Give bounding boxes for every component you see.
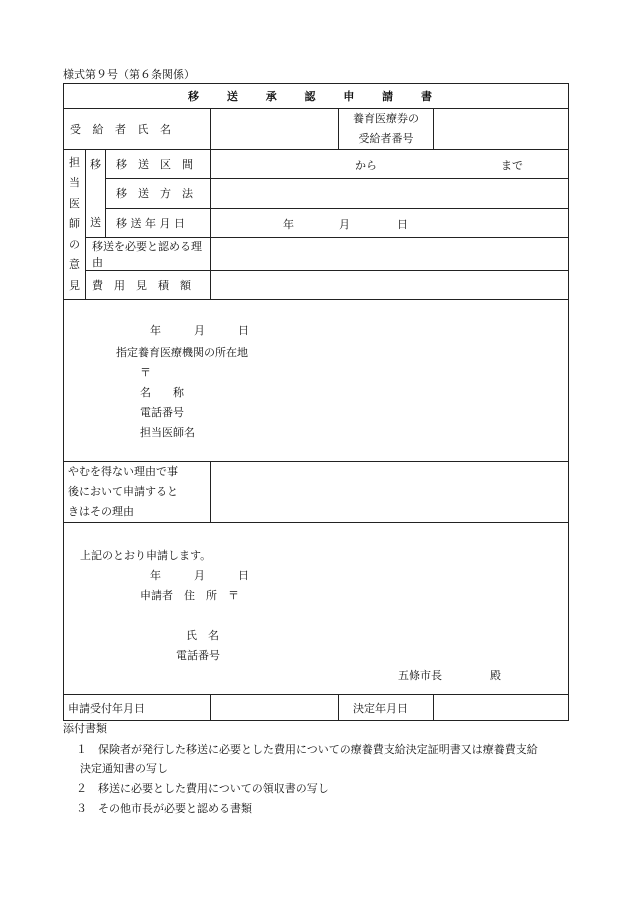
attachment-item: ３ その他市長が必要と認める書類 [76,802,252,815]
application-date: 年 月 日 [150,569,249,582]
doctor-opinion-char: 意 [69,258,80,272]
transport-label: 移 送 [86,150,106,238]
recipient-name-field[interactable] [211,109,339,150]
applicant-name-label: 氏 名 [186,629,219,642]
received-date-field[interactable] [211,695,339,721]
recipient-name-label: 受 給 者 氏 名 [64,109,211,150]
application-statement: 上記のとおり申請します。 [80,549,212,562]
late-reason-field[interactable] [211,462,569,523]
method-label: 移 送 方 法 [106,179,211,208]
date-label: 移 送 年 月 日 [106,208,211,237]
reason-field[interactable] [211,238,569,271]
attachment-item: 決定通知書の写し [80,762,168,775]
doctor-opinion-char: 医 [69,196,80,210]
institution-address-label: 指定養育医療機関の所在地 [116,346,248,359]
institution-phone-label: 電話番号 [140,406,184,419]
doctor-opinion-char: 当 [69,176,80,190]
attachment-item: ２ 移送に必要とした費用についての領収書の写し [76,782,329,795]
received-date-label: 申請受付年月日 [64,695,211,721]
reason-label: 移送を必要と認める理由 [86,238,211,271]
from-label: から [355,159,377,172]
doc-date: 年 月 日 [150,324,249,337]
doctor-opinion-char: 担 [69,155,80,169]
date-field[interactable] [211,208,569,237]
decision-date-label: 決定年月日 [339,695,434,721]
mayor-label: 五條市長 [398,669,442,682]
decision-date-field[interactable] [434,695,569,721]
section-label: 移 送 区 間 [106,150,211,179]
form-title: 移 送 承 認 申 請 書 [64,84,569,109]
applicant-phone-label: 電話番号 [176,649,220,662]
cert-number-field[interactable] [434,109,569,150]
to-label: まで [501,159,523,172]
medical-institution-section [64,300,569,462]
attachment-item: １ 保険者が発行した移送に必要とした費用についての療養費支給決定証明書又は療養費支給 [76,743,538,756]
honorific: 殿 [490,669,501,682]
applicant-address-label: 申請者 住 所 〒 [140,589,239,602]
section-field[interactable] [211,150,569,179]
day-label: 日 [397,217,408,231]
late-reason-label: やむを得ない理由で事 後において申請すると きはその理由 [64,462,211,523]
applicant-section [64,523,569,695]
cost-label: 費 用 見 積 額 [86,271,211,300]
doctor-name-label: 担当医師名 [140,426,195,439]
doctor-opinion-char: 見 [69,278,80,292]
institution-name-label: 名 称 [140,386,184,399]
postal-mark: 〒 [140,366,151,379]
doctor-opinion-char: の [69,237,80,251]
application-form-table [63,83,569,721]
form-number: 様式第９号（第６条関係） [63,68,195,81]
attachments-title: 添付書類 [63,722,107,735]
method-field[interactable] [211,179,569,208]
cert-number-label: 養育医療券の 受給者番号 [339,109,434,150]
year-label: 年 [283,217,294,231]
doctor-opinion-label [64,150,86,300]
doctor-opinion-char: 師 [69,217,80,231]
month-label: 月 [339,217,350,231]
cost-field[interactable] [211,271,569,300]
